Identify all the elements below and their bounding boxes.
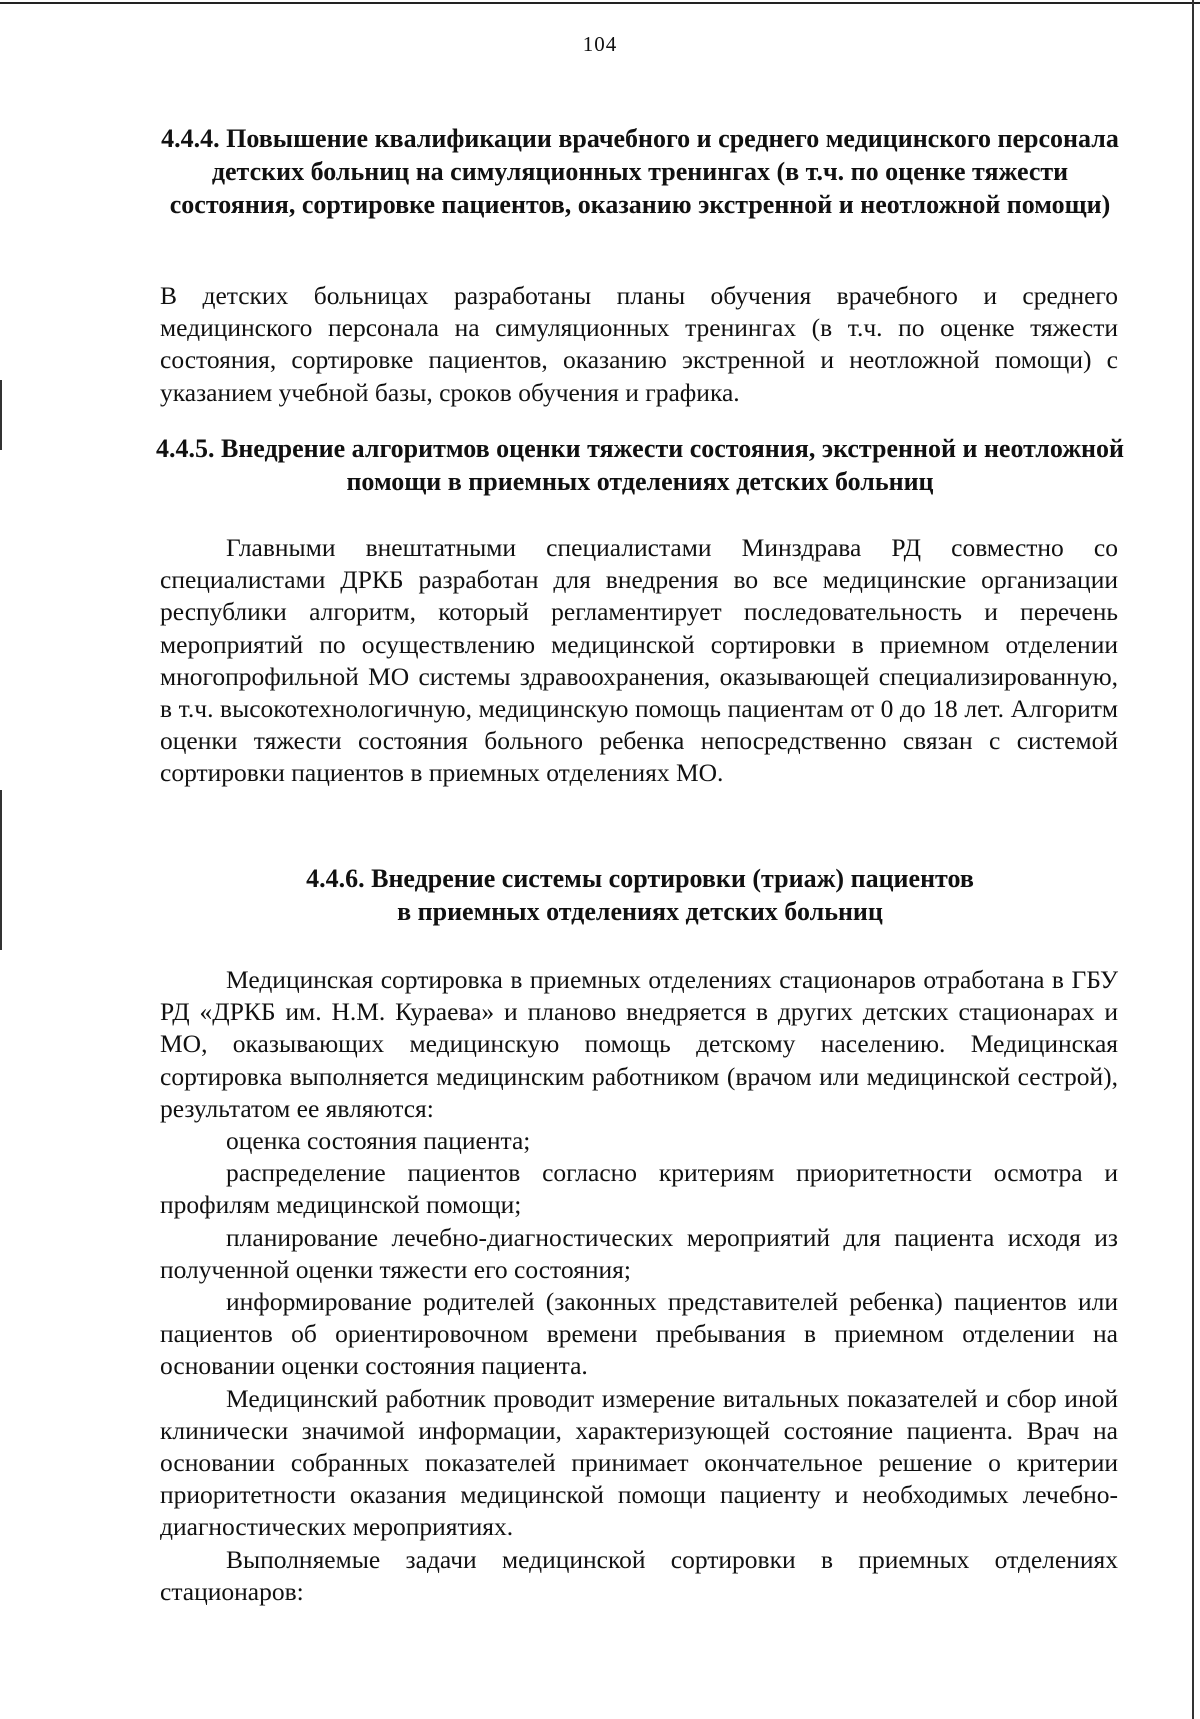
paragraph: В детских больницах разработаны планы обучения врачебного и среднего медицинского персонала на симуляционных тренингах (в т.ч. по оценке тяжести состояния, сортировке пациентов, оказанию экстренной и неотложной помощи) с указанием учебной базы, сроков обучения и графика.	[160, 281, 1118, 407]
list-item: планирование лечебно-диагностических мероприятий для пациента исходя из полученной оценки тяжести его состояния;	[160, 1222, 1118, 1284]
list-item: информирование родителей (законных представителей ребенка) пациентов или пациентов об ориентировочном времени пребывания в приемном отделении на основании оценки состояния пациента.	[160, 1287, 1118, 1381]
heading-line: в приемных отделениях детских больниц	[397, 897, 883, 926]
scan-edge-top	[0, 2, 1200, 4]
scan-edge-left	[0, 790, 2, 950]
section-body-4-4-5	[160, 532, 1118, 790]
scan-edge-right	[1192, 0, 1194, 1719]
scan-edge-left	[0, 380, 2, 450]
section-heading-4-4-5: 4.4.5. Внедрение алгоритмов оценки тяжести состояния, экстренной и неотложной помощи в приемных отделениях детских больниц	[155, 434, 1125, 496]
paragraph: Выполняемые задачи медицинской сортировки в приемных отделениях стационаров:	[160, 1544, 1118, 1606]
section-heading-4-4-4: 4.4.4. Повышение квалификации врачебного и среднего медицинского персонала детских больниц на симуляционных тренингах (в т.ч. по оценке тяжести состояния, сортировке пациентов, оказанию экстренной и неотложной помощи)	[161, 124, 1119, 219]
section-heading-4-4-6	[150, 862, 1130, 928]
page-number: 104	[582, 32, 618, 56]
heading-line: 4.4.6. Внедрение системы сортировки (триаж) пациентов	[306, 864, 974, 893]
section-body-4-4-4	[160, 280, 1118, 409]
paragraph: Медицинская сортировка в приемных отделениях стационаров отработана в ГБУ РД «ДРКБ им. Н.М. Кураева» и планово внедряется в других детских стационарах и МО, оказывающих медицинскую помощь детскому населению. Медицинская сортировка выполняется медицинским работником (врачом или медицинской сестрой), результатом ее являются:	[160, 965, 1118, 1123]
section-body-4-4-6	[160, 964, 1118, 1608]
list-item: распределение пациентов согласно критериям приоритетности осмотра и профилям медицинской помощи;	[160, 1158, 1118, 1220]
list-item: оценка состояния пациента;	[226, 1126, 531, 1156]
paragraph: Главными внештатными специалистами Минздрава РД совместно со специалистами ДРКБ разработан для внедрения во все медицинские организации республики алгоритм, который регламентирует последовательность и перечень мероприятий по осуществлению медицинской сортировки в приемном отделении многопрофильной МО системы здравоохранения, оказывающей специализированную, в т.ч. высокотехнологичную, медицинскую помощь пациентам от 0 до 18 лет. Алгоритм оценки тяжести состояния больного ребенка непосредственно связан с системой сортировки пациентов в приемных отделениях МО.	[160, 533, 1118, 788]
paragraph: Медицинский работник проводит измерение витальных показателей и сбор иной клинически значимой информации, характеризующей состояние пациента. Врач на основании собранных показателей принимает окончательное решение о критерии приоритетности оказания медицинской помощи пациенту и необходимых лечебно-диагностических мероприятиях.	[160, 1383, 1118, 1542]
